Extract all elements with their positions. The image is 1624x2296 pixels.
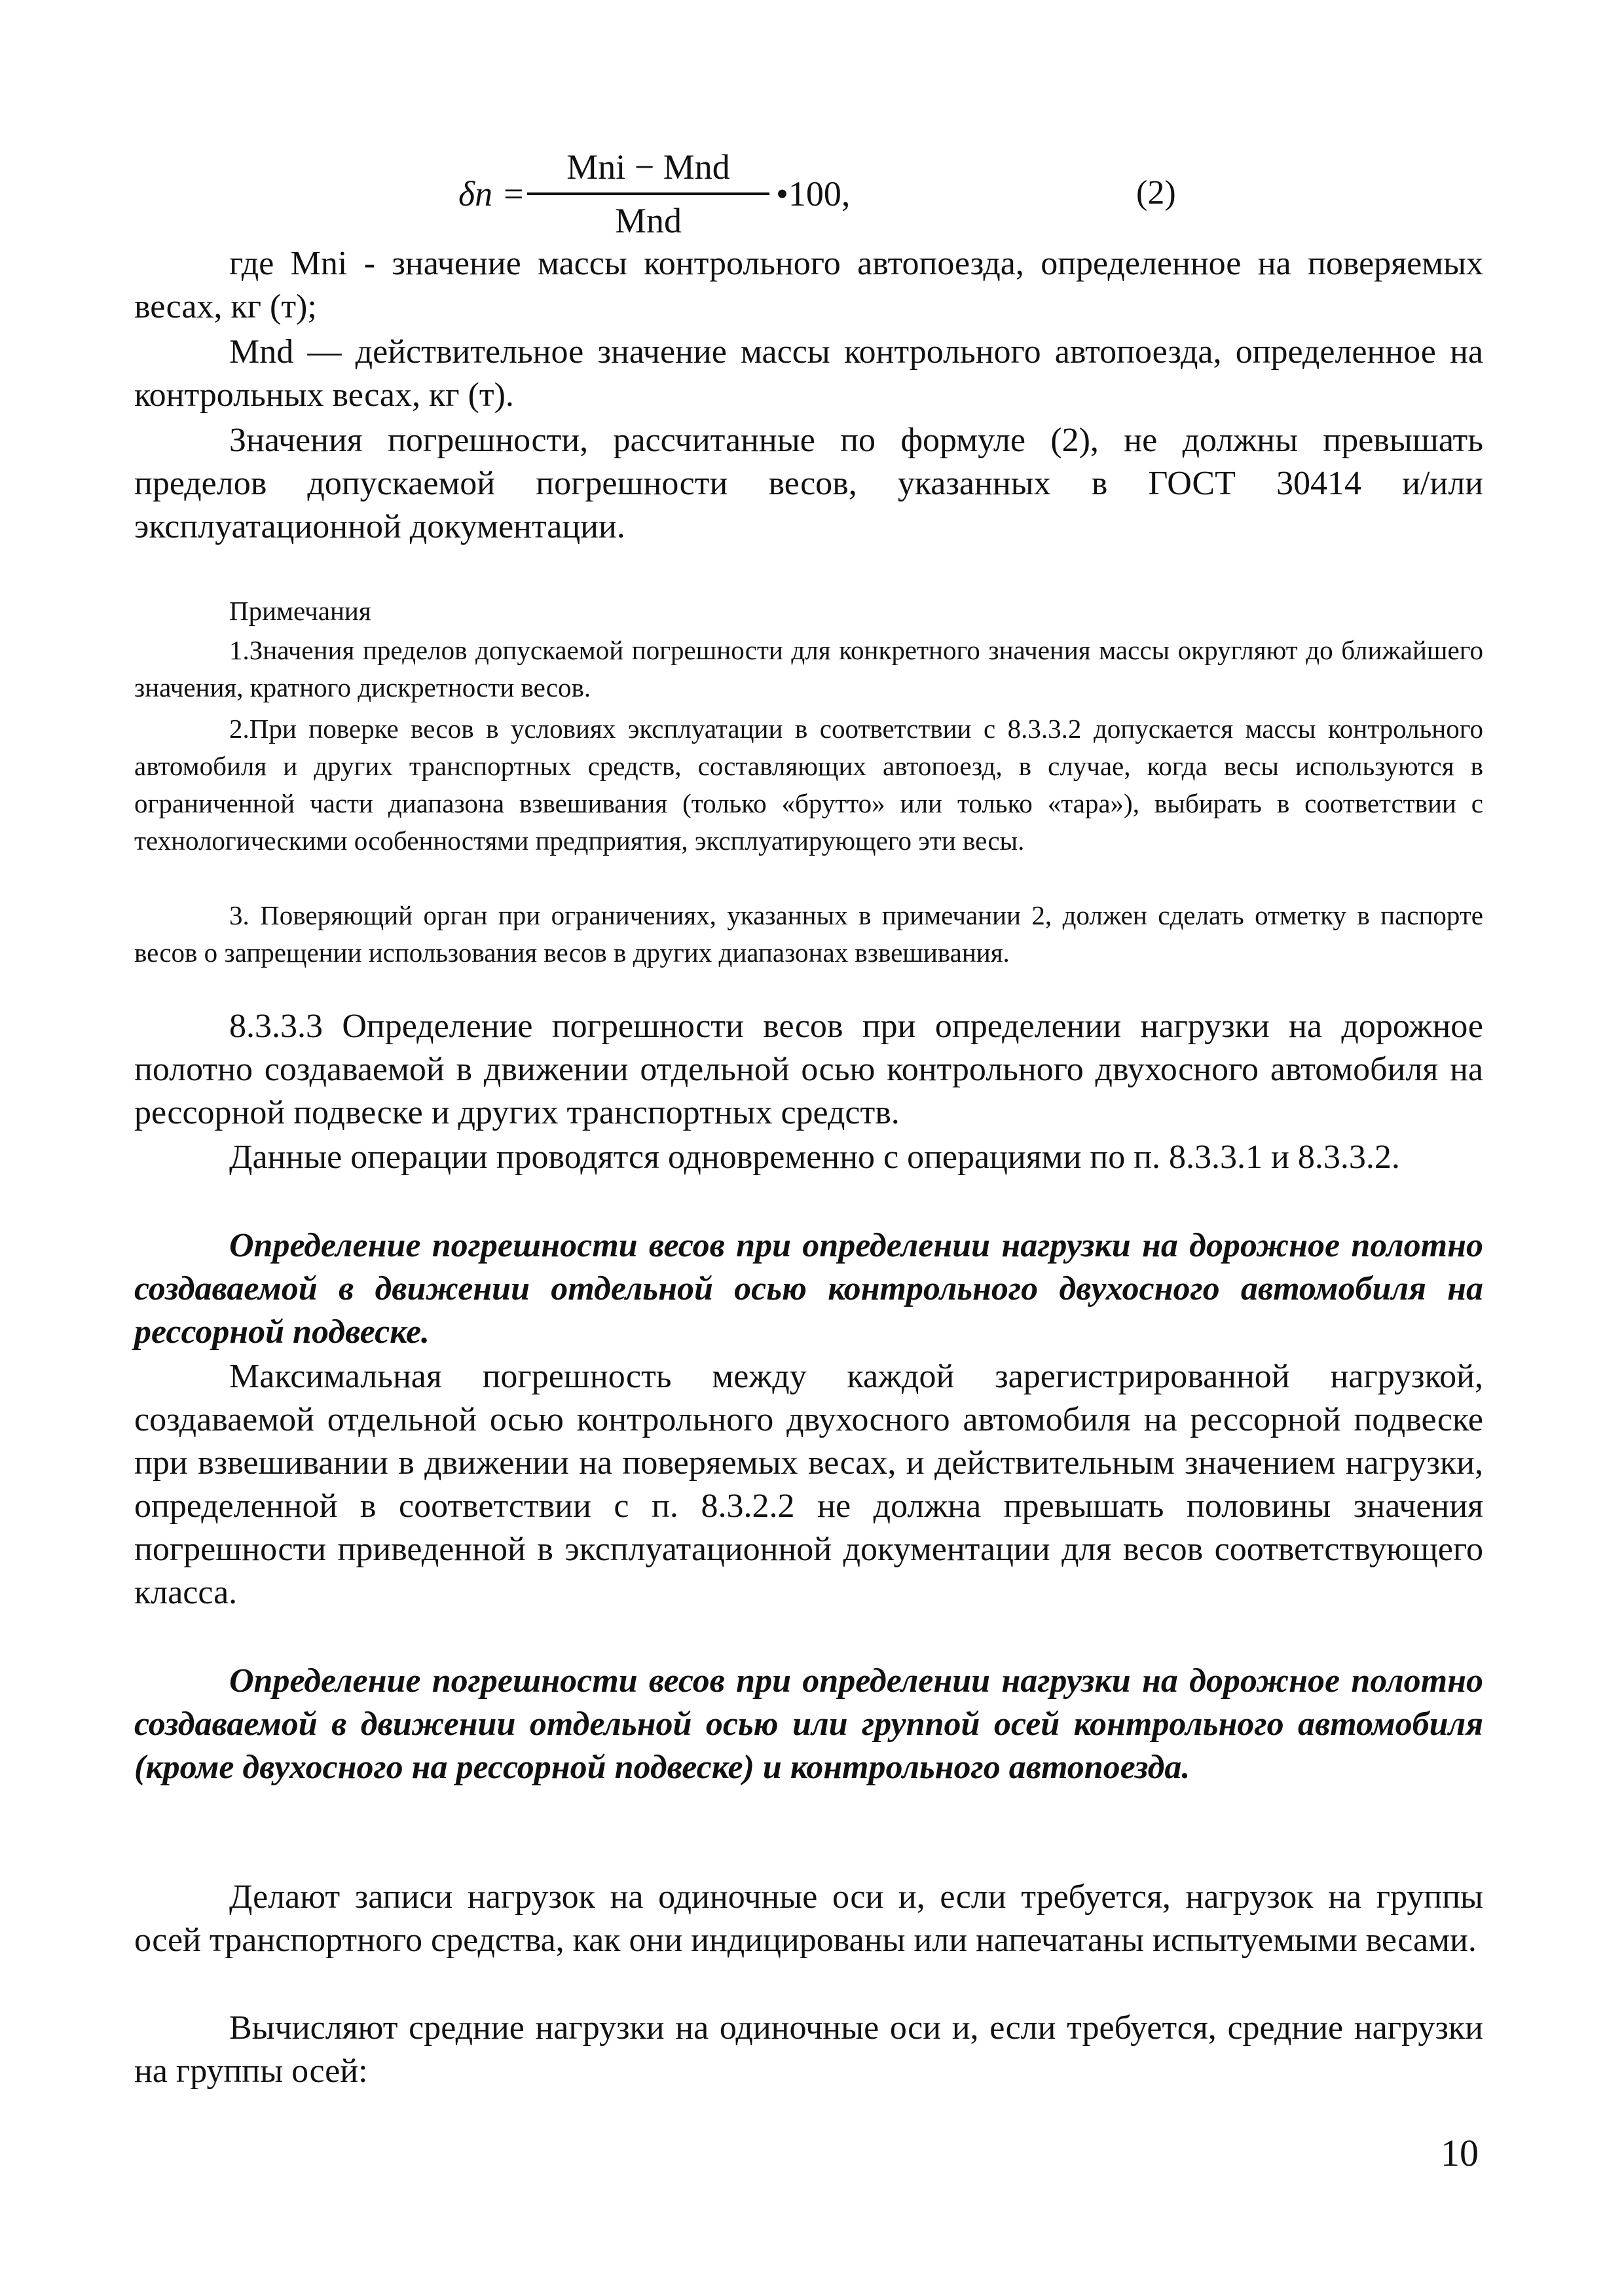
paragraph-mean-loads: Вычисляют средние нагрузки на одиночные оси и, если требуется, средние нагрузки на группы осей: [134,2009,1483,2090]
notes-heading: Примечания [229,596,371,626]
paragraph-mnd: Mnd — действительное значение массы контрольного автопоезда, определенное на контрольных весах, кг (т). [134,333,1483,414]
paragraph-where-mni: где Mni - значение массы контрольного автопоезда, определенное на поверяемых весах, кг (т); [134,245,1483,325]
note-3: 3. Поверяющий орган при ограничениях, указанных в примечании 2, должен сделать отметку в паспорте весов о запрещении использования весов в других диапазонах взвешивания. [134,900,1483,968]
equation-number: (2) [1136,174,1176,211]
formula-lhs: δn = [458,174,526,213]
formula-denominator: Mnd [614,201,682,240]
paragraph-record-loads: Делают записи нагрузок на одиночные оси и, если требуется, нагрузок на группы осей транспортного средства, как они индицированы или напечатаны испытуемыми весами. [134,1878,1483,1959]
subheading-axle-groups: Определение погрешности весов при определении нагрузки на дорожное полотно создаваемой в движении отдельной осью или группой осей контрольного автомобиля (кроме двухосного на рессорной подвеске) и контрольного автопоезда. [134,1662,1483,1786]
formula-fraction [527,144,769,244]
formula-numerator: Mni − Mnd [566,147,730,187]
note-2: 2.При поверке весов в условиях эксплуатации в соответствии с 8.3.3.2 допускается массы контрольного автомобиля и других транспортных средств, составляющих автопоезд, в случае, когда весы используются в ограниченной части диапазона взвешивания (только «брутто» или только «тара»), выбирать в соответствии с технологическими особенностями предприятия, эксплуатирующего эти весы. [134,714,1483,856]
page-number: 10 [1441,2132,1479,2174]
note-1: 1.Значения пределов допускаемой погрешности для конкретного значения массы округляют до ближайшего значения, кратного дискретности весов. [134,635,1483,702]
section-8-3-3-3: 8.3.3.3 Определение погрешности весов при определении нагрузки на дорожное полотно создаваемой в движении отдельной осью контрольного двухосного автомобиля на рессорной подвеске и других транспортных средств. [134,1008,1483,1131]
section-operations-note: Данные операции проводятся одновременно с операциями по п. 8.3.3.1 и 8.3.3.2. [229,1139,1400,1176]
fraction-bar [527,192,769,195]
formula-rhs: •100, [776,174,851,213]
paragraph-max-error: Максимальная погрешность между каждой зарегистрированной нагрузкой, создаваемой отдельной осью контрольного двухосного автомобиля на рессорной подвеске при взвешивании в движении на поверяемых весах, и действительным значением нагрузки, определенной в соответствии с п. 8.3.2.2 не должна превышать половины значения погрешности приведенной в эксплуатационной документации для весов соответствующего класса. [134,1358,1483,1611]
subheading-two-axle: Определение погрешности весов при определении нагрузки на дорожное полотно создаваемой в движении отдельной осью контрольного двухосного автомобиля на рессорной подвеске. [134,1227,1483,1351]
paragraph-error-limits: Значения погрешности, рассчитанные по формуле (2), не должны превышать пределов допускаемой погрешности весов, указанных в ГОСТ 30414 и/или эксплуатационной документации. [134,422,1483,545]
